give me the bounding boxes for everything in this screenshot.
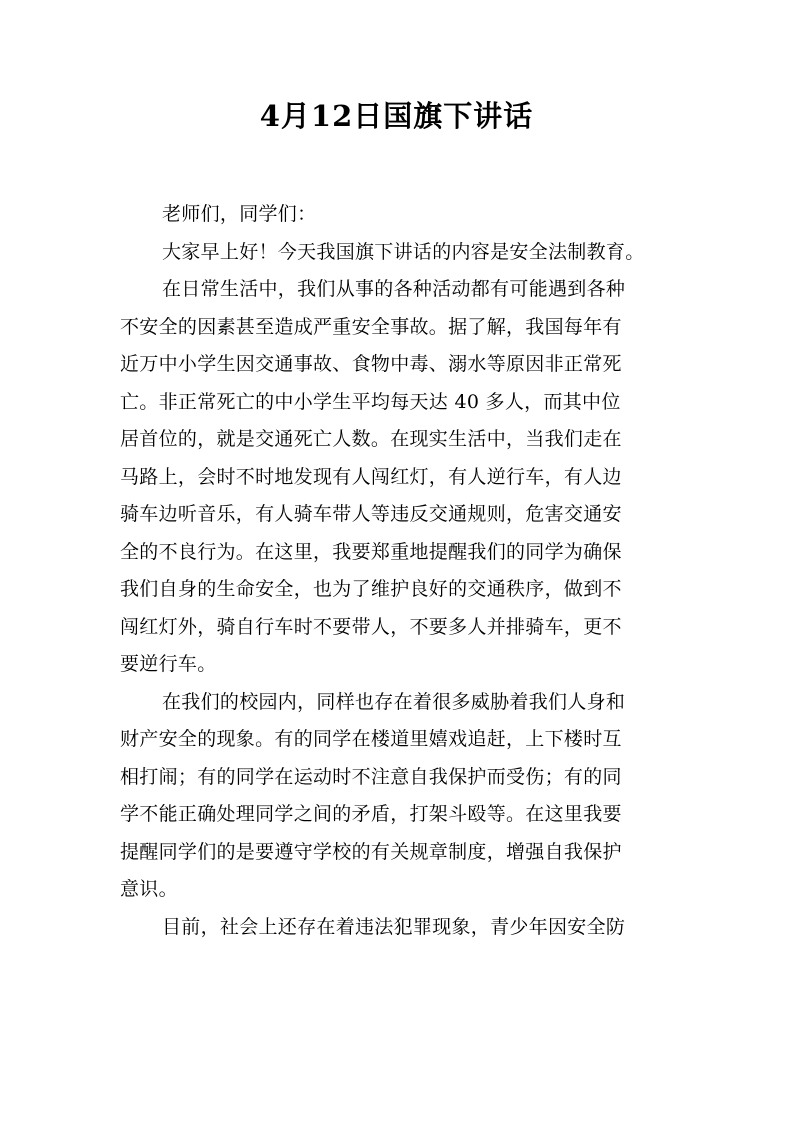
text-line: 大家早上好！今天我国旗下讲话的内容是安全法制教育。: [162, 240, 645, 263]
text-line: 骑车边听音乐，有人骑车带人等违反交通规则，危害交通安: [120, 503, 622, 525]
paragraph-campus-safety: [120, 684, 680, 909]
paragraph-greeting: [120, 234, 680, 272]
text-line: 我们自身的生命安全，也为了维护良好的交通秩序，做到不: [120, 578, 622, 600]
text-line: 马路上，会时不时地发现有人闯红灯，有人逆行车，有人边: [120, 465, 622, 488]
text-line: 学不能正确处理同学之间的矛盾，打架斗殴等。在这里我要: [120, 803, 622, 825]
paragraph-traffic-safety: [120, 271, 680, 684]
text-line: 老师们，同学们：: [162, 203, 317, 225]
text-line: 提醒同学们的是要遵守学校的有关规章制度，增强自我保护: [120, 840, 622, 863]
text-line: 意识。: [120, 878, 178, 900]
document-title: 4月12日国旗下讲话: [259, 99, 534, 133]
text-line: 要逆行车。: [120, 653, 217, 675]
text-line: 近万中小学生因交通事故、食物中毒、溺水等原因非正常死: [120, 353, 622, 375]
document-body: [120, 196, 680, 946]
paragraph-social-safety: [120, 909, 680, 947]
paragraph-salutation: [120, 196, 680, 234]
text-line: 财产安全的现象。有的同学在楼道里嬉戏追赶，上下楼时互: [120, 728, 622, 750]
text-line: 闯红灯外，骑自行车时不要带人，不要多人并排骑车，更不: [120, 615, 622, 638]
text-line: 在我们的校园内，同样也存在着很多威胁着我们人身和: [162, 690, 626, 713]
text-line: 目前，社会上还存在着违法犯罪现象，青少年因安全防: [162, 915, 626, 938]
text-line: 全的不良行为。在这里，我要郑重地提醒我们的同学为确保: [120, 540, 622, 563]
text-line: 在日常生活中，我们从事的各种活动都有可能遇到各种: [162, 278, 626, 300]
text-line: 居首位的，就是交通死亡人数。在现实生活中，当我们走在: [120, 428, 622, 450]
text-line: 亡。非正常死亡的中小学生平均每天达 40 多人，而其中位: [120, 390, 621, 413]
text-line: 相打闹；有的同学在运动时不注意自我保护而受伤；有的同: [120, 765, 622, 788]
text-line: 不安全的因素甚至造成严重安全事故。据了解，我国每年有: [120, 315, 622, 338]
